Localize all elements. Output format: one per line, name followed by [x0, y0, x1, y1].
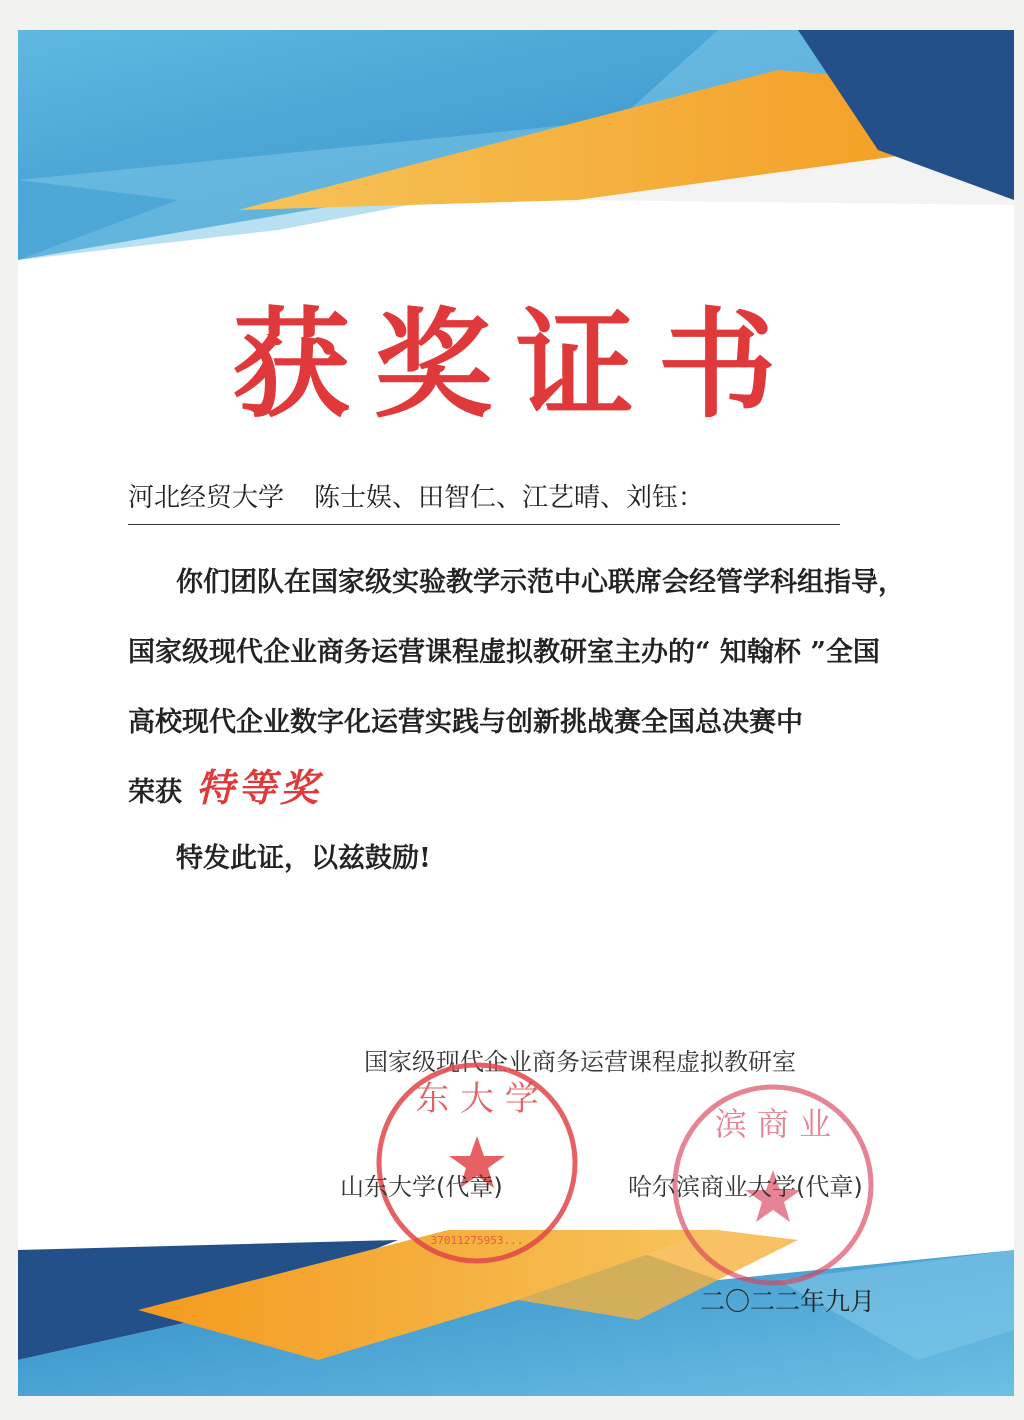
seal-left — [372, 1058, 582, 1268]
recipient-school: 河北经贸大学 — [128, 483, 285, 513]
award-prefix: 荣获 — [128, 777, 182, 808]
award-line — [128, 757, 958, 812]
body-line-2: 国家级现代企业商务运营课程虚拟教研室主办的“ 知翰杯 ”全国 — [128, 637, 880, 668]
issuer-name: 国家级现代企业商务运营课程虚拟教研室 — [364, 1048, 796, 1076]
co-issuer-right: 哈尔滨商业大学(代章) — [628, 1173, 863, 1201]
issue-date: 二〇二二年九月 — [700, 1287, 876, 1316]
seal-left-code: 37011275953... — [430, 1234, 524, 1247]
closing-line: 特发此证，以兹鼓励! — [176, 843, 431, 874]
seal-left-text: 东 大 学 — [415, 1079, 539, 1119]
award-name: 特等奖 — [196, 765, 323, 810]
recipient-names: 陈士娱、田智仁、江艺晴、刘钰： — [314, 483, 705, 513]
co-issuer-left: 山东大学(代章) — [340, 1173, 503, 1201]
body-line-1: 你们团队在国家级实验教学示范中心联席会经管学科组指导， — [176, 567, 905, 598]
seal-right-text: 滨 商 业 — [714, 1105, 832, 1143]
body-line-3: 高校现代企业数字化运营实践与创新挑战赛全国总决赛中 — [128, 707, 803, 738]
certificate-page — [18, 30, 1014, 1396]
top-decoration — [18, 30, 1014, 270]
recipient-line — [128, 477, 840, 525]
certificate-title: 获奖证书 — [231, 295, 800, 434]
